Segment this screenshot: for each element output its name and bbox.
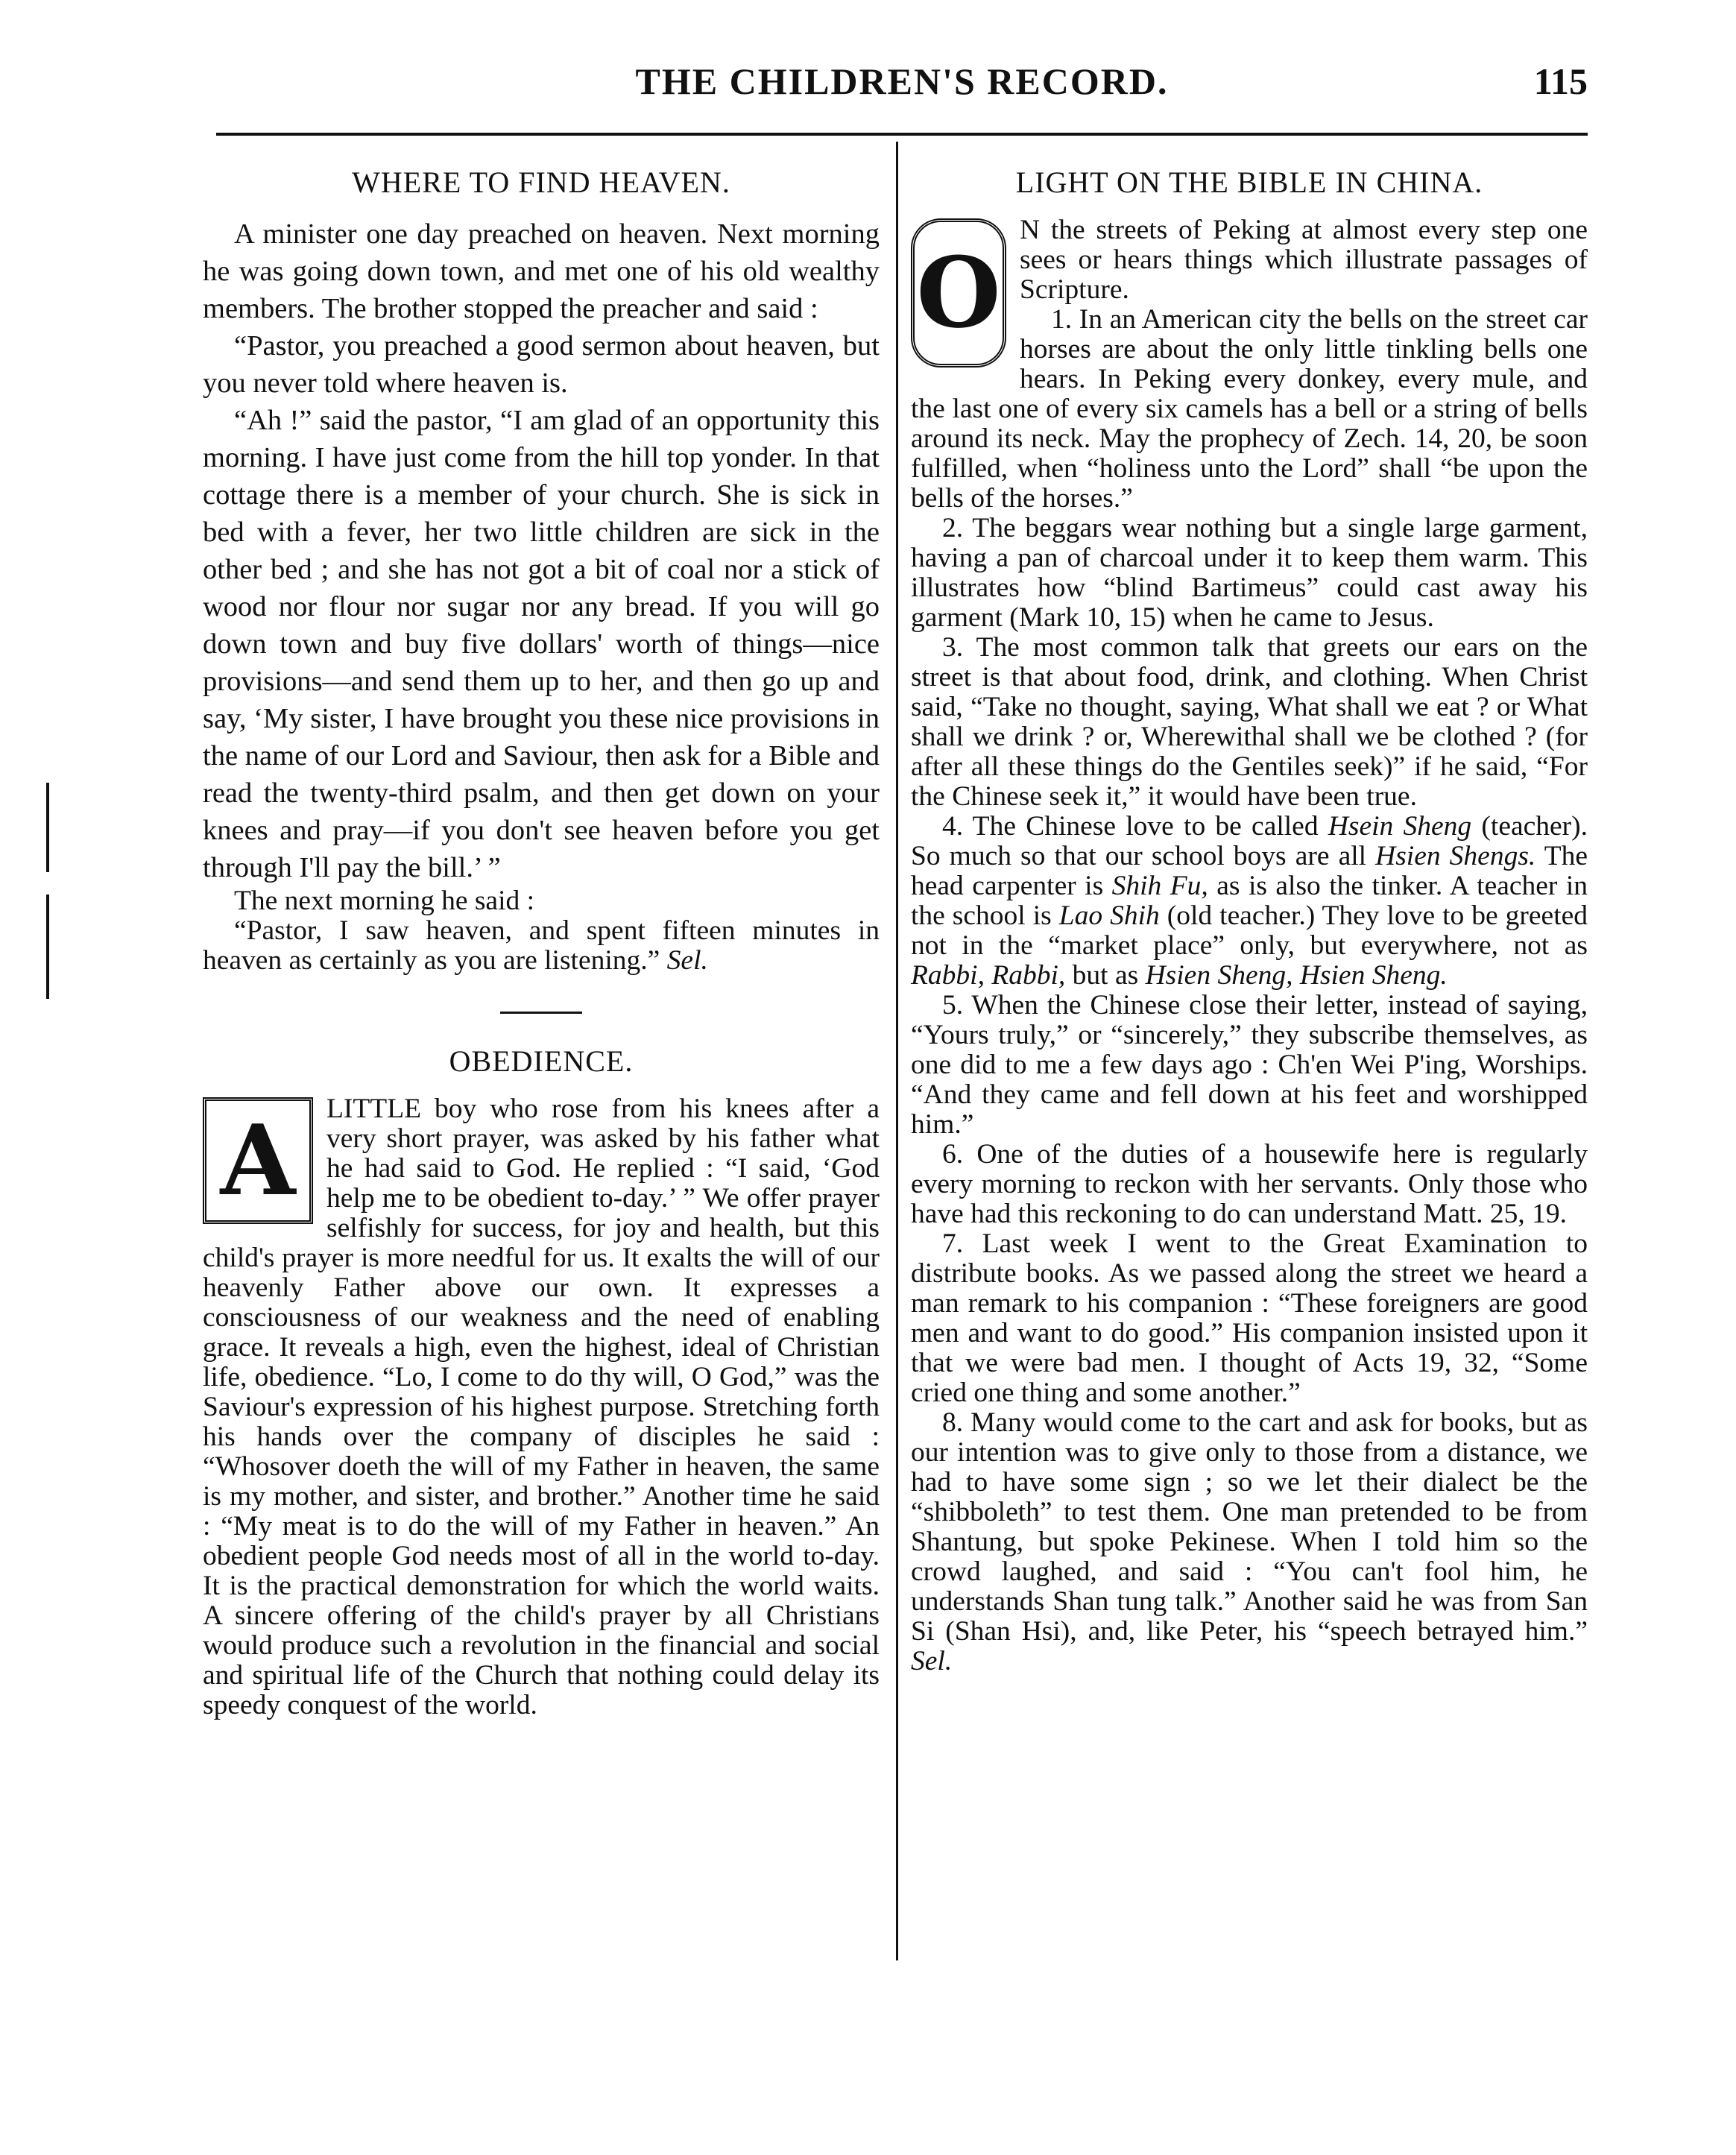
paragraph-text: “Pastor, I saw heaven, and spent fifteen minutes in heaven as certainly as you are listening.” [203, 915, 880, 976]
attribution: Sel. [911, 1646, 953, 1676]
page-number: 115 [1533, 60, 1588, 102]
italic-term: Hsien Shengs. [1375, 841, 1536, 871]
paragraph-text: N the streets of Peking at almost every step one sees or hears things which illustrate passages of Scripture. [1020, 215, 1588, 305]
article-heading-obedience: OBEDIENCE. [449, 1044, 634, 1078]
drop-cap-a: A [203, 1097, 313, 1224]
paragraph [911, 1408, 1588, 1676]
paragraph-text: 8. Many would come to the cart and ask for books, but as our intention was to give only to those from a distance, we had to have some sign ; so we let their dialect be the “shibboleth” to test them. One man pretended to be from Shantung, but spoke Pekinese. When I told him so the crowd laughed, and said : “You can't fool him, he understands Shan tung talk.” Another said he was from San Si (Shan Hsi), and, like Peter, his “speech betrayed him.” [911, 1407, 1588, 1647]
paragraph-text: as is also the tinker. A teacher in the school is [911, 871, 1588, 931]
italic-term: Lao Shih [1058, 900, 1160, 931]
paragraph: 5. When the Chinese close their letter, instead of saying, “Yours truly,” or “sincerely,” they subscribe themselves, as one did to me a few days ago : Ch'en Wei P'ing, Worships. “And they came and fell down at his feet and worshipped him.” [911, 990, 1588, 1140]
section-separator [500, 1012, 582, 1014]
attribution: Sel. [666, 945, 708, 976]
italic-term: Rabbi, Rabbi, [911, 960, 1066, 991]
page-header [216, 60, 1588, 119]
article-heaven-top [203, 215, 880, 402]
paragraph [203, 1094, 880, 1720]
paragraph-text: (old teacher.) They love to be greeted not in the “market place” only, but everywhere, not as [911, 900, 1588, 961]
paragraph: 6. One of the duties of a housewife here is regularly every morning to reckon with her servants. Only those who have had this reckoning to do can understand Matt. 25, 19. [911, 1139, 1588, 1229]
paragraph [911, 812, 1588, 991]
paragraph: “Pastor, you preached a good sermon about heaven, but you never told where heaven is. [203, 330, 880, 399]
article-heading-china: LIGHT ON THE BIBLE IN CHINA. [1015, 165, 1483, 199]
paragraph: 7. Last week I went to the Great Examination to distribute books. As we passed along the street we heard a man remark to his companion : “These foreigners are good men and want to do good.” His companion insisted upon it that we were bad men. I thought of Acts 19, 32, “Some cried one thing and some another.” [911, 1228, 1588, 1408]
paragraph-text: LITTLE boy who rose from his knees after a very short prayer, was asked by his father what he had said to God. He replied : “I said, ‘God help me to be obedient to-day.’ ” We offer prayer selfishly for success, for joy and health, but this child's prayer is more needful for us. It exalts the will of our heavenly Father above our own. It expresses a consciousness of our weakness and the need of enabling grace. It reveals a high, even the highest, ideal of Christian life, obedience. “Lo, I come to do thy will, O God,” was the Saviour's expression of his highest purpose. Stretching forth his hands over the company of disciples he said : “Whosover doeth the will of my Father in heaven, the same is my mother, and sister, and brother.” Another time he said : “My meat is to do the will of my Father in heaven.” An obedient people God needs most of all in the world to-day. It is the practical demonstration for which the world waits. A sincere offering of the child's prayer by all Christians would produce such a revolution in the financial and social and spiritual life of the Church that nothing could delay its speedy conquest of the world. [203, 1094, 880, 1720]
header-rule [216, 133, 1588, 136]
paragraph [911, 215, 1588, 350]
right-column [911, 153, 1588, 1676]
italic-term: Hsein Sheng [1328, 811, 1472, 842]
drop-cap-o: O [911, 218, 1006, 367]
paragraph-text: but as [1065, 960, 1146, 991]
paragraph: 3. The most common talk that greets our ears on the street is that about food, drink, and clothing. When Christ said, “Take no thought, saying, What shall we eat ? or What shall we drink ? or, Wherewithal shall we be clothed ? (for after all these things do the Gentiles seek)” if he said, “For the Chinese seek it,” it would have been true. [911, 632, 1588, 812]
article-heading-heaven: WHERE TO FIND HEAVEN. [352, 165, 730, 199]
paragraph: “Ah !” said the pastor, “I am glad of an opportunity this morning. I have just come from the hill top yonder. In that cottage there is a member of your church. She is sick in bed with a fever, her two little children are sick in the other bed ; and she has not got a bit of coal nor a stick of wood nor flour nor sugar nor any bread. If you will go down town and buy five dollars' worth of things—nice provisions—and send them up to her, and then go up and say, ‘My sister, I have brought you these nice provisions in the name of our Lord and Saviour, then ask for a Bible and read the twenty-third psalm, and then get down on your knees and pray—if you don't see heaven before you get through I'll pay the bill.’ ” [203, 405, 880, 883]
left-column [203, 153, 880, 1720]
paragraph: A minister one day preached on heaven. Next morning he was going down town, and met one of his old wealthy members. The brother stopped the preacher and said : [203, 218, 880, 324]
paragraph-text: (teacher). So much so that our school boys are all [911, 811, 1588, 871]
margin-mark [46, 895, 49, 999]
paragraph: 1. In an American city the bells on the street car horses are about the only little tinkling bells one hears. In Peking every donkey, every mule, and the last one of every six camels has a bell or a string of bells around its neck. May the prophecy of Zech. 14, 20, be soon fulfilled, when “holiness unto the Lord” shall “be upon the bells of the horses.” [911, 304, 1588, 514]
paragraph-text: 4. The Chinese love to be called [942, 811, 1328, 842]
running-title: THE CHILDREN'S RECORD. [635, 60, 1169, 102]
column-divider [896, 142, 898, 1960]
italic-term: Shih Fu, [1111, 871, 1208, 901]
margin-mark [46, 783, 49, 872]
paragraph: 2. The beggars wear nothing but a single large garment, having a pan of charcoal under it to keep them warm. This illustrates how “blind Bartimeus” could cast away his garment (Mark 10, 15) when he came to Jesus. [911, 513, 1588, 633]
paragraph-text: The head carpenter is [911, 841, 1588, 901]
paragraph [203, 916, 880, 976]
italic-term: Hsien Sheng, Hsien Sheng. [1145, 960, 1448, 991]
paragraph: The next morning he said : [234, 886, 535, 916]
